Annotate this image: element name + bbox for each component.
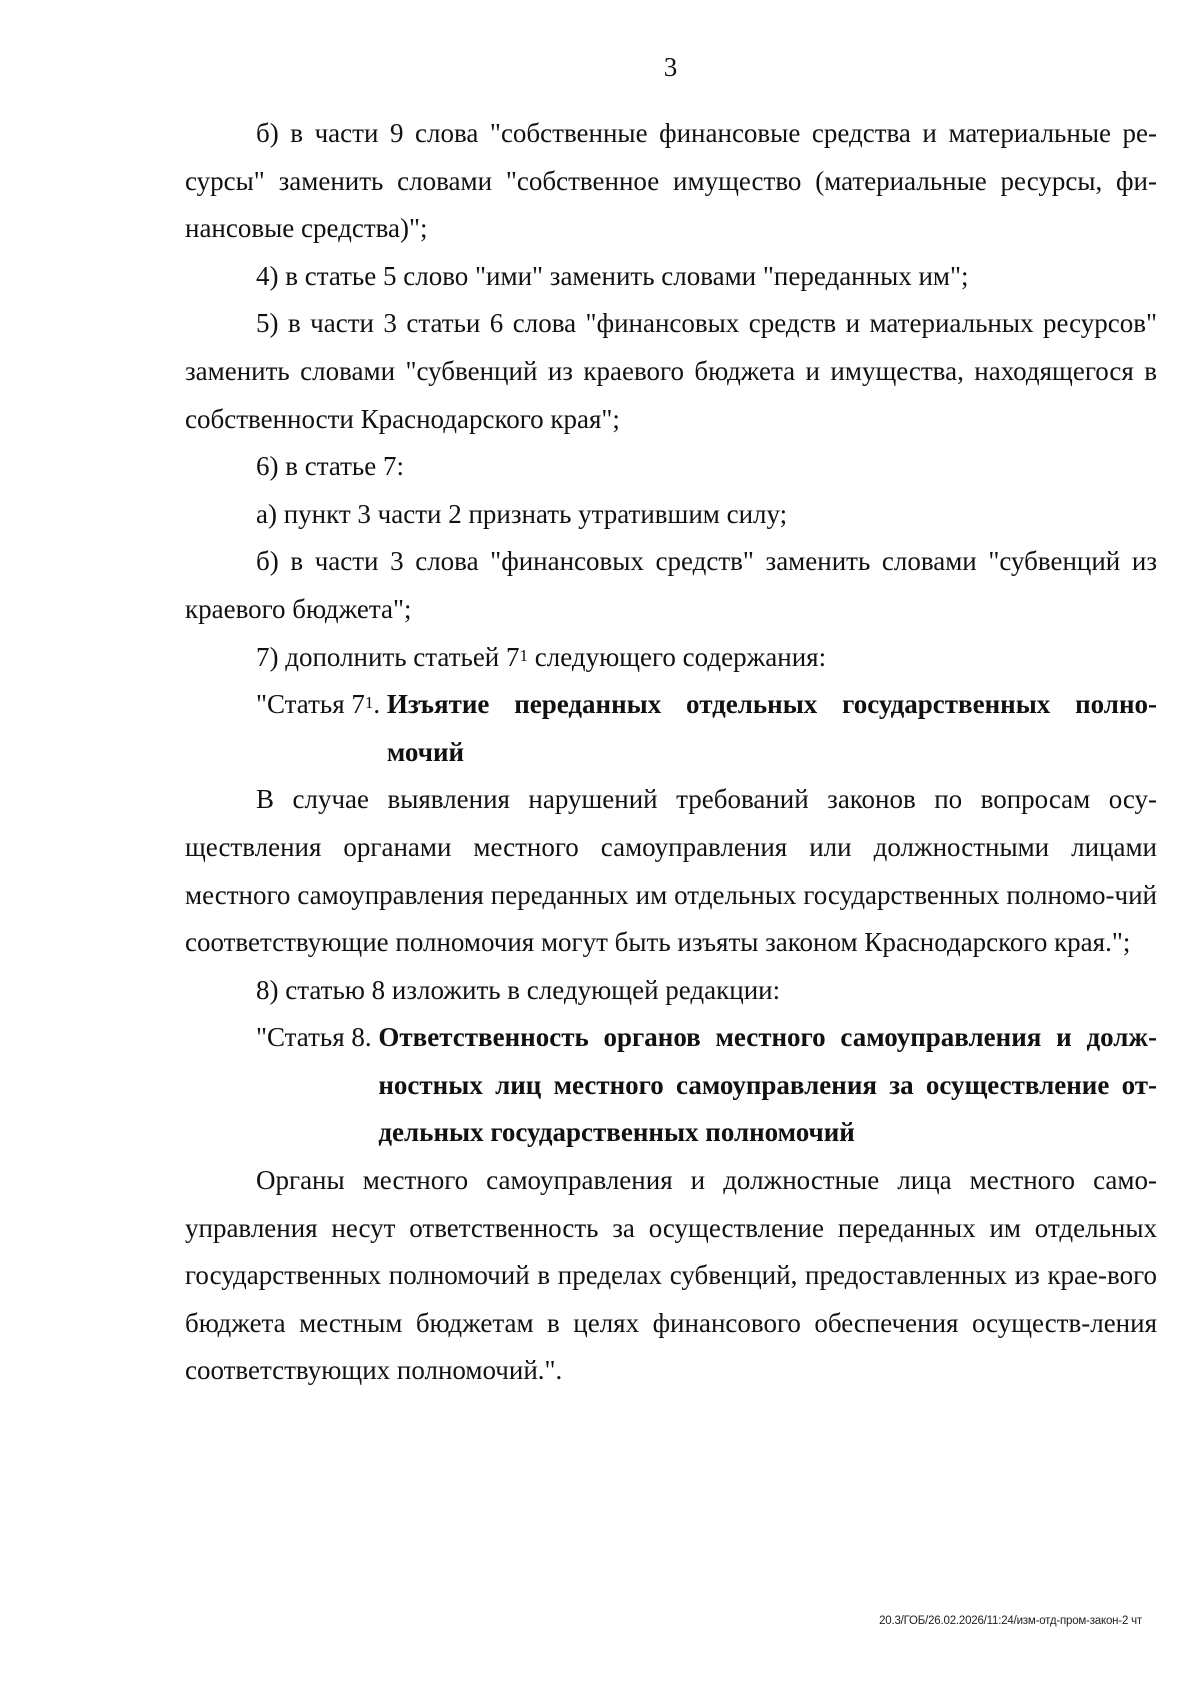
paragraph-item-8: 8) статью 8 изложить в следующей редакции:: [256, 974, 781, 1005]
paragraph-item-6: 6) в статье 7:: [256, 451, 404, 482]
article-8-title-line-3: дельных государственных полномочий: [378, 1117, 855, 1148]
article-7-1-text: В случае выявления нарушений требований законов по вопросам осу-ществления органами местного самоуправления или должностными лицами местного самоуправления переданных им отдельных государственных полномо-чий соответствующие полномочия могут быть изъяты законом Краснодарского края.";: [185, 784, 1157, 958]
article-8-title: [378, 1014, 1157, 1157]
article-8-title-line-2: ностных лиц местного самоуправления за осуществление от-: [378, 1069, 1157, 1100]
article-7-1-title: [387, 681, 1157, 776]
article-8-prefix: "Статья 8.: [256, 1022, 379, 1053]
paragraph-item-4: 4) в статье 5 слово "ими" заменить словами "переданных им";: [256, 260, 969, 291]
article-8-heading: [185, 1014, 1157, 1157]
item-7-superscript: 1: [519, 645, 529, 665]
article-7-1-prefix-dot: .: [373, 689, 387, 720]
article-8-text: Органы местного самоуправления и должностные лица местного само-управления несут ответственность за осуществление переданных им отдельных государственных полномочий в пределах субвенций, предоставленных из крае-вого бюджета местным бюджетам в целях финансового обеспечения осуществ-ления соответствующих полномочий.".: [185, 1165, 1157, 1386]
article-7-1-heading: [185, 681, 1157, 776]
item-7-text-after: следующего содержания:: [528, 641, 827, 672]
paragraph-item-5: 5) в части 3 статьи 6 слова "финансовых средств и материальных ресурсов" заменить словами "субвенций из краевого бюджета и имущества, находящегося в собственности Краснодарского края";: [185, 308, 1157, 434]
article-7-1-prefix: [256, 681, 387, 776]
article-7-1-prefix-text: "Статья 7: [256, 689, 365, 720]
article-7-1-superscript: 1: [364, 693, 374, 713]
item-7-text-before: 7) дополнить статьей 7: [256, 641, 520, 672]
page-number: 3: [663, 52, 678, 82]
article-8-title-line-1: Ответственность органов местного самоуправления и долж-: [378, 1022, 1157, 1053]
article-7-1-title-line-2: мочий: [386, 736, 465, 767]
paragraph-item-6a: а) пункт 3 части 2 признать утратившим силу;: [256, 498, 788, 529]
paragraph-item-7: [185, 634, 1157, 682]
paragraph-item-6b: б) в части 3 слова "финансовых средств" заменить словами "субвенций из краевого бюджета";: [185, 546, 1157, 624]
paragraph-item-6b-part9: б) в части 9 слова "собственные финансовые средства и материальные ре-сурсы" заменить словами "собственное имущество (материальные ресурсы, фи-нансовые средства)";: [185, 118, 1157, 244]
document-body: [185, 110, 1157, 1395]
footer-document-code: 20.3/ГОБ/26.02.2026/11:24/изм-отд-пром-закон-2 чт: [879, 1615, 1142, 1627]
article-7-1-title-line-1: Изъятие переданных отдельных государственных полно-: [386, 689, 1157, 720]
